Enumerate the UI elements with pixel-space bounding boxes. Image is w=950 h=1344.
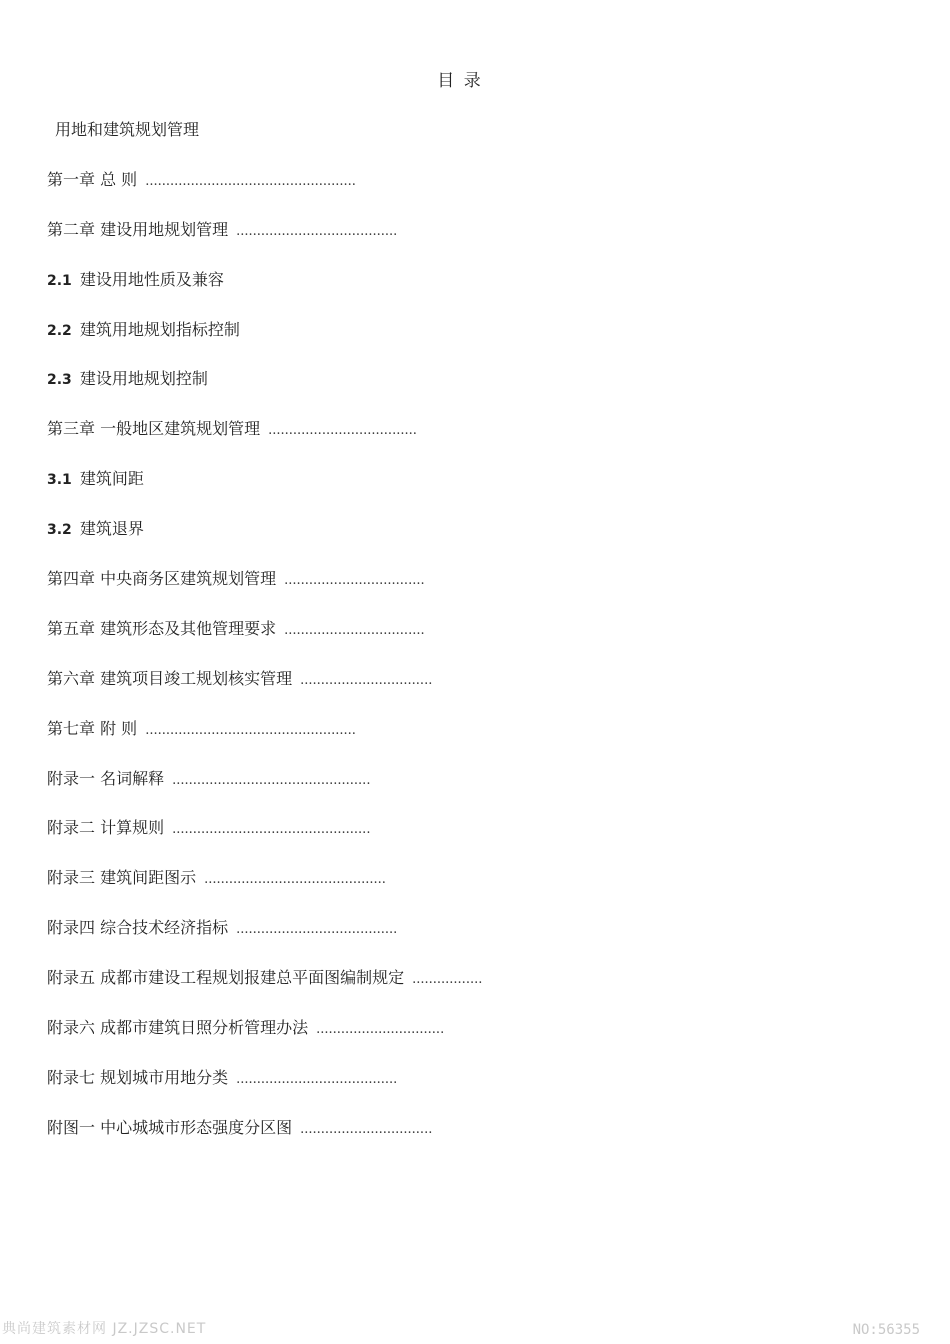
toc-entry-text: 建筑用地规划指标控制 bbox=[79, 319, 240, 339]
toc-entry bbox=[47, 314, 482, 364]
toc-entry bbox=[47, 613, 482, 663]
toc-entry bbox=[47, 214, 482, 264]
toc-entry-text: 附录六 成都市建筑日照分析管理办法 bbox=[47, 1018, 309, 1038]
toc-entry-text: 附录三 建筑间距图示 bbox=[47, 868, 197, 888]
toc-entry-number: 3.2 bbox=[47, 522, 72, 539]
toc-entry-dots: ............................... bbox=[316, 1022, 445, 1038]
toc-entry-number: 2.3 bbox=[47, 372, 72, 389]
toc-entry-text: 用地和建筑规划管理 bbox=[55, 120, 200, 139]
toc-entry bbox=[47, 164, 482, 214]
watermark-number: NO:56355 bbox=[852, 1322, 920, 1338]
toc-entry-dots: ................................................... bbox=[145, 722, 356, 738]
toc-entry-dots: ................................ bbox=[300, 1121, 433, 1137]
toc-entry bbox=[47, 713, 482, 763]
toc-entry-text: 建筑退界 bbox=[79, 519, 144, 539]
toc-entry-dots: ....................................... bbox=[236, 922, 398, 938]
toc-entry-dots: ................................................ bbox=[172, 822, 371, 838]
toc-entry-number: 3.1 bbox=[47, 472, 72, 489]
toc-entry bbox=[47, 763, 482, 813]
toc-entry-text: 建设用地规划控制 bbox=[79, 369, 208, 389]
toc-entry-text: 附录一 名词解释 bbox=[47, 768, 165, 788]
toc-entry bbox=[47, 862, 482, 912]
toc-entry-text: 附录四 综合技术经济指标 bbox=[47, 918, 229, 938]
toc-entry bbox=[47, 1112, 482, 1162]
toc-entry-dots: ....................................... bbox=[236, 223, 398, 239]
toc-list bbox=[47, 114, 482, 1162]
toc-entry bbox=[47, 1012, 482, 1062]
toc-entry-dots: .................................... bbox=[268, 423, 417, 439]
toc-entry-text: 附录七 规划城市用地分类 bbox=[47, 1067, 229, 1087]
toc-entry bbox=[47, 114, 482, 164]
toc-entry-dots: ............................................ bbox=[204, 872, 386, 888]
toc-entry bbox=[47, 663, 482, 713]
toc-entry bbox=[47, 962, 482, 1012]
toc-entry bbox=[47, 463, 482, 513]
toc-entry-text: 第六章 建筑项目竣工规划核实管理 bbox=[47, 668, 293, 688]
toc-entry-dots: ................. bbox=[412, 972, 483, 988]
watermark-site: 典尚建筑素材网 JZ.JZSC.NET bbox=[2, 1321, 207, 1337]
toc-entry-dots: ................................ bbox=[300, 672, 433, 688]
toc-entry-number: 2.1 bbox=[47, 272, 72, 289]
toc-entry-text: 附录五 成都市建设工程规划报建总平面图编制规定 bbox=[47, 968, 405, 988]
toc-entry bbox=[47, 812, 482, 862]
toc-entry bbox=[47, 363, 482, 413]
toc-title: 目 录 bbox=[437, 71, 483, 91]
toc-entry-text: 第七章 附 则 bbox=[47, 718, 138, 738]
toc-entry-dots: .................................. bbox=[284, 573, 425, 589]
toc-entry-text: 第五章 建筑形态及其他管理要求 bbox=[47, 618, 277, 638]
toc-entry-text: 第三章 一般地区建筑规划管理 bbox=[47, 419, 261, 439]
toc-entry-text: 建设用地性质及兼容 bbox=[79, 269, 224, 289]
toc-entry-dots: ................................................... bbox=[145, 173, 356, 189]
toc-entry-text: 第四章 中央商务区建筑规划管理 bbox=[47, 569, 277, 589]
toc-entry-text: 建筑间距 bbox=[79, 469, 144, 489]
toc-entry-dots: ................................................ bbox=[172, 772, 371, 788]
toc-entry-text: 附录二 计算规则 bbox=[47, 818, 165, 838]
toc-entry-dots: ....................................... bbox=[236, 1071, 398, 1087]
toc-entry-dots: .................................. bbox=[284, 622, 425, 638]
toc-entry bbox=[47, 513, 482, 563]
toc-entry-text: 第一章 总 则 bbox=[47, 169, 138, 189]
toc-entry bbox=[47, 413, 482, 463]
toc-entry bbox=[47, 1062, 482, 1112]
toc-entry-number: 2.2 bbox=[47, 322, 72, 339]
toc-entry-text: 附图一 中心城城市形态强度分区图 bbox=[47, 1117, 293, 1137]
toc-entry-text: 第二章 建设用地规划管理 bbox=[47, 219, 229, 239]
toc-entry bbox=[47, 912, 482, 962]
toc-entry bbox=[47, 563, 482, 613]
toc-entry bbox=[47, 264, 482, 314]
